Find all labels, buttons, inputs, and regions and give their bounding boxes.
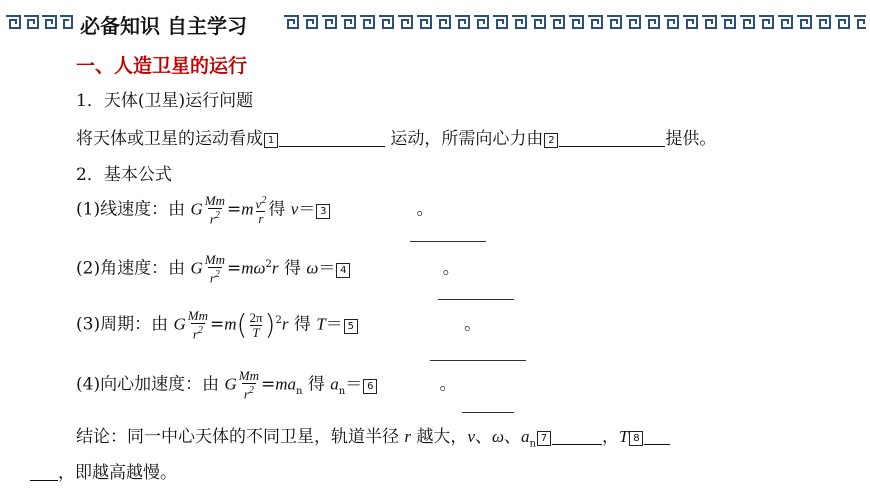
blank-8b[interactable] [30,480,58,481]
formula-3: (3)周期：由 G $\frac{Mm}{r^2}$ =m( $\frac{2\pi}{T}$ )$^2$r 得 T＝ 5 。 [76,308,482,342]
blank-1[interactable] [279,146,385,147]
meander-right-icon [282,10,866,34]
question-2-title: 2．基本公式 [76,165,172,185]
f3-tail: 得 [293,314,311,335]
f2-label: (2)角速度：由 [76,258,186,279]
blank-marker-7: 7 [537,431,551,446]
header-meander-left [4,10,74,34]
blank-4[interactable] [438,299,514,300]
conclusion-text-a: 结论：同一中心天体的不同卫星，轨道半径 [76,427,399,447]
f3-label: (3)周期：由 [76,314,169,335]
f4-label: (4)向心加速度：由 [76,374,220,395]
blank-marker-6: 6 [363,379,377,394]
conclusion-line-2 [30,458,177,483]
blank-2[interactable] [559,146,665,147]
formula-1: (1)线速度：由 G $\frac{Mm}{r^2}$ =m $\frac{v^2}{r}$ 得 v＝ 3 。 [76,193,434,227]
f1-tail: 得 [268,199,286,220]
blank-5[interactable] [430,360,526,361]
section-title: 一、人造卫星的运行 [76,55,248,77]
f2-period: 。 [442,258,460,279]
meander-left-icon [4,10,74,34]
q1-text-c: 提供。 [665,129,717,149]
blank-marker-2: 2 [544,133,558,148]
formula-4: (4)向心加速度：由 G $\frac{Mm}{r^2}$ $=ma_n$ 得 $a_n= 6$ 。 [76,368,457,402]
blank-marker-5: 5 [344,319,358,334]
blank-7[interactable] [552,444,602,445]
question-1-title: 1．天体(卫星)运行问题 [76,91,254,111]
f4-tail: 得 [307,374,325,395]
header-meander-right [282,10,866,34]
f1-label: (1)线速度：由 [76,199,186,220]
f1-period: 。 [416,199,434,220]
blank-3[interactable] [410,241,486,242]
blank-marker-3: 3 [316,204,330,219]
f2-tail: 得 [283,258,301,279]
blank-marker-4: 4 [336,263,350,278]
conclusion-text-b: 越大， [416,427,468,447]
conclusion-line-1: 结论：同一中心天体的不同卫星，轨道半径 r 越大，v、ω、$a_n$ 7 ，T 8 [76,422,670,449]
blank-6[interactable] [462,412,514,413]
f4-period: 。 [439,374,457,395]
blank-8a[interactable] [644,444,670,445]
question-1-text [76,124,716,149]
f3-period: 。 [464,314,482,335]
q1-text-a: 将天体或卫星的运动看成 [76,129,263,149]
blank-marker-8: 8 [629,431,643,446]
blank-marker-1: 1 [264,133,278,148]
q1-text-b: 运动，所需向心力由 [390,129,544,149]
formula-2: (2)角速度：由 G $\frac{Mm}{r^2}$ $=m\omega^2r$ 得 ω＝ 4 。 [76,252,460,286]
page-title: 必备知识 自主学习 [80,14,247,38]
conclusion-text-c: ，即越高越慢。 [58,463,177,483]
